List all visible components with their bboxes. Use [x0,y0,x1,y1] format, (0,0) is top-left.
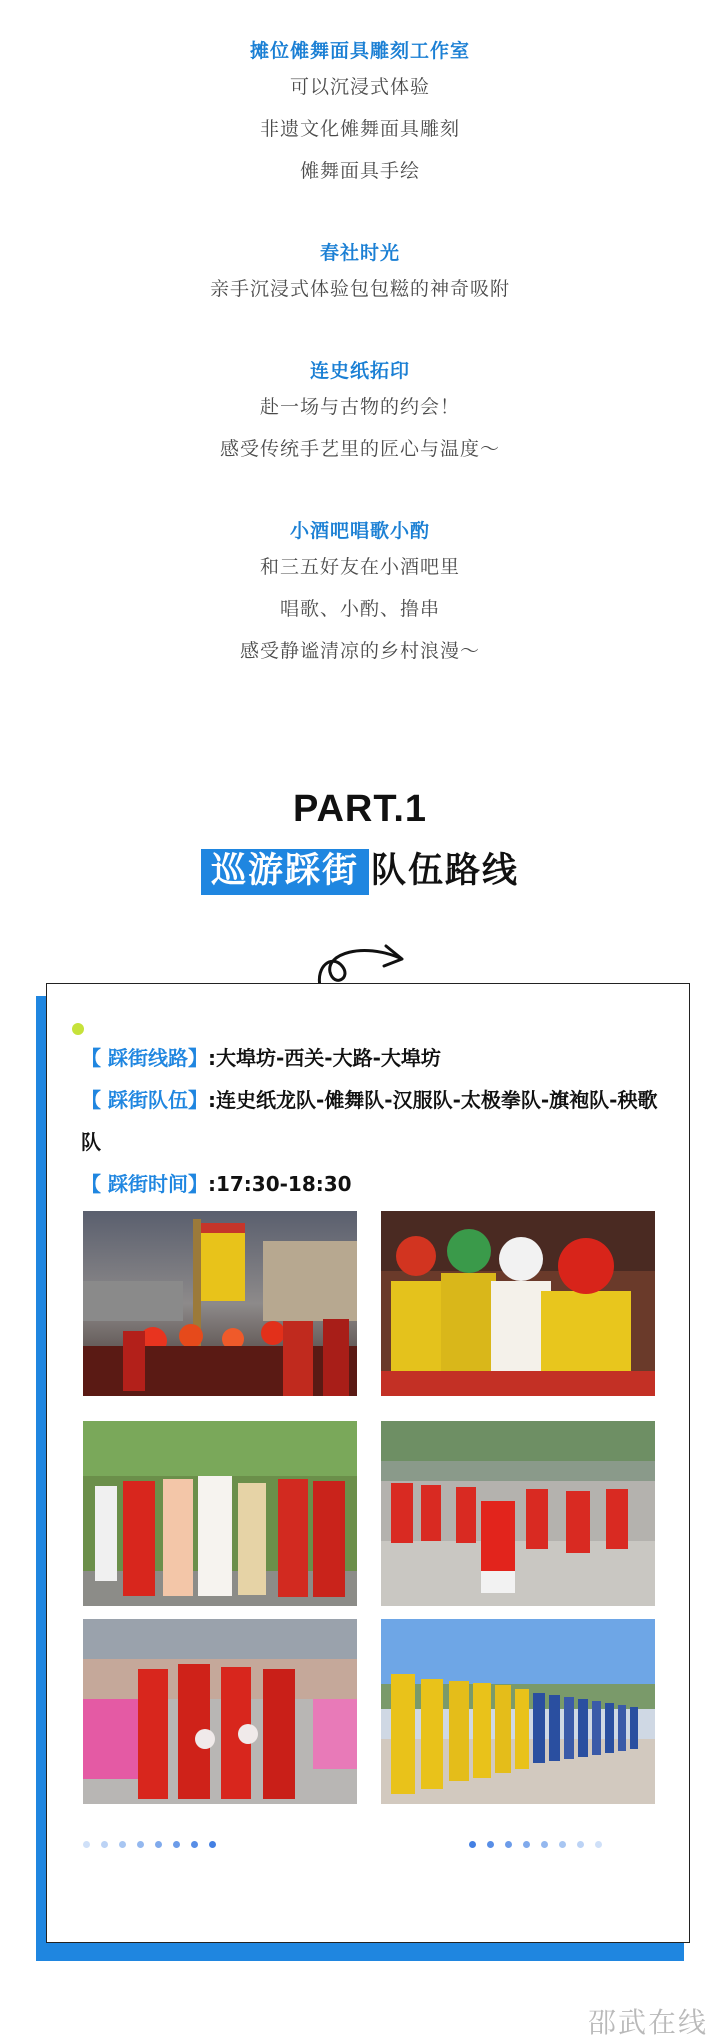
activity-line: 唱歌、小酌、撸串 [279,598,440,620]
activity-line: 亲手沉浸式体验包包糍的神奇吸附 [209,278,510,300]
team-value: :连史纸龙队-傩舞队-汉服队-太极拳队-旗袍队-秧歌队 [81,1088,658,1154]
photo-taiji-team [381,1421,655,1606]
activity-title: 连史纸拓印 [309,360,410,382]
activity-line: 感受传统手艺里的匠心与温度～ [219,438,500,460]
photo-yangge-team [381,1619,655,1804]
activity-item [0,516,720,672]
route-row [81,1037,671,1079]
activity-line: 和三五好友在小酒吧里 [259,556,460,578]
time-label: 【 踩街时间】 [81,1172,208,1196]
time-row [81,1163,671,1205]
activity-title: 小酒吧唱歌小酌 [289,520,430,542]
part-subtitle-highlight: 巡游踩街 [201,849,369,895]
activity-line: 可以沉浸式体验 [289,76,430,98]
photo-lantern-parade [83,1211,357,1396]
part-subtitle-rest: 队伍路线 [371,851,520,891]
route-info [81,1037,671,1205]
dot-row-right-decoration [469,1841,602,1848]
dot-row-left-decoration [83,1841,216,1848]
time-value: :17:30-18:30 [207,1172,352,1196]
activity-item [0,36,720,192]
activity-line: 赴一场与古物的约会！ [259,396,460,418]
route-label: 【 踩街线路】 [81,1046,208,1070]
activity-line: 傩舞面具手绘 [299,160,420,182]
route-value: :大埠坊-西关-大路-大埠坊 [207,1046,441,1070]
activities-section [0,36,720,718]
activity-title: 摊位傩舞面具雕刻工作室 [249,40,470,62]
green-dot-decoration [72,1023,84,1035]
photo-nuo-mask-dancers [381,1211,655,1396]
activity-item [0,356,720,470]
team-label: 【 踩街队伍】 [81,1088,208,1112]
activity-line: 感受静谧清凉的乡村浪漫～ [239,640,480,662]
part-title: PART.1 [292,788,428,830]
activity-title: 春社时光 [319,242,400,264]
activity-line: 非遗文化傩舞面具雕刻 [259,118,460,140]
route-card [46,983,690,1943]
photo-qipao-team [83,1619,357,1804]
part-subtitle [0,843,720,893]
watermark: 邵武在线 [587,2006,708,2039]
team-row [81,1079,671,1163]
photo-hanfu-team [83,1421,357,1606]
activity-item [0,238,720,310]
